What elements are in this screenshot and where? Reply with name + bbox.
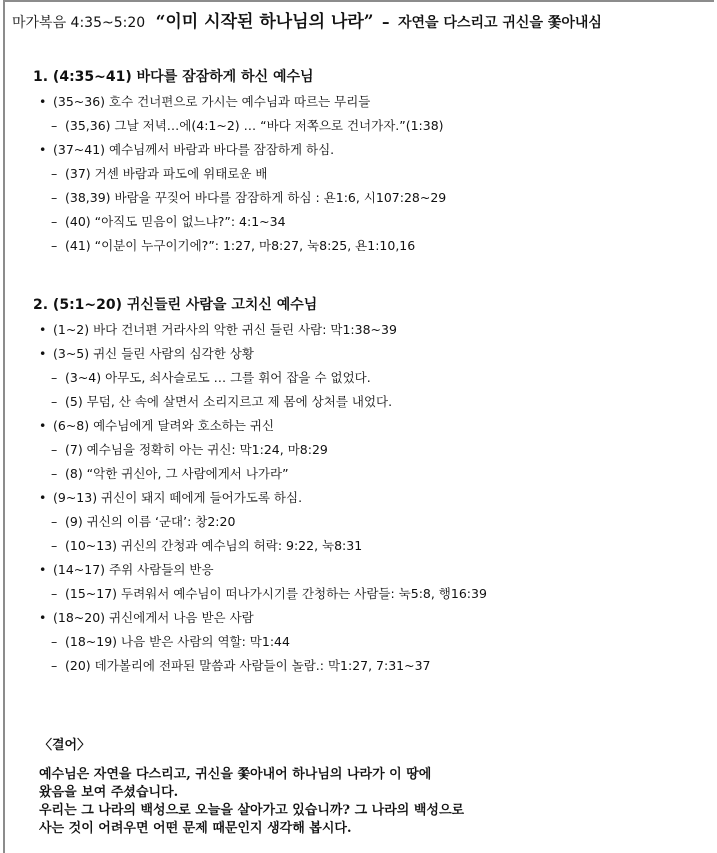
outline-text: (41) “이분이 누구이기에?”: 1:27, 마8:27, 눅8:25, 욘1:10,16 xyxy=(65,238,416,253)
outline-text: (14~17) 주위 사람들의 반응 xyxy=(53,562,214,577)
dash-marker: – xyxy=(51,166,58,181)
dash-marker: – xyxy=(51,238,58,253)
outline-point xyxy=(33,606,487,630)
outline-text: (10~13) 귀신의 간청과 예수님의 허락: 9:22, 눅8:31 xyxy=(65,538,363,553)
outline-text: (6~8) 예수님에게 달려와 호소하는 귀신 xyxy=(53,418,275,433)
bullet-marker: • xyxy=(39,94,47,109)
outline-text: (1~2) 바다 건너편 거라사의 악한 귀신 들린 사람: 막1:38~39 xyxy=(53,322,397,337)
outline-subpoint xyxy=(33,534,487,558)
closing-line: 왔음을 보여 주셨습니다. xyxy=(39,785,179,800)
outline-subpoint xyxy=(33,630,487,654)
outline-text: (18~19) 나음 받은 사람의 역할: 막1:44 xyxy=(65,634,290,649)
outline-subpoint xyxy=(33,462,487,486)
dash-marker: – xyxy=(51,190,58,205)
outline-text: (40) “아직도 믿음이 없느냐?”: 4:1~34 xyxy=(65,214,286,229)
dash-marker: – xyxy=(51,118,58,133)
outline-subpoint xyxy=(33,162,446,186)
dash-marker: – xyxy=(51,442,58,457)
section-2 xyxy=(33,294,487,678)
outline-point xyxy=(33,558,487,582)
document-page xyxy=(3,0,714,853)
section-title: 2. (5:1~20) 귀신들린 사람을 고치신 예수님 xyxy=(33,297,318,313)
outline-text: (15~17) 두려워서 예수님이 떠나가시기를 간청하는 사람들: 눅5:8, 행16:39 xyxy=(65,586,487,601)
scripture-reference: 마가복음 4:35~5:20 xyxy=(12,15,146,31)
outline-text: (8) “악한 귀신아, 그 사람에게서 나가라” xyxy=(65,466,289,481)
bullet-marker: • xyxy=(39,418,47,433)
outline-point xyxy=(33,486,487,510)
closing-remarks xyxy=(39,736,464,838)
sermon-title: “이미 시작된 하나님의 나라” xyxy=(155,12,374,32)
dash-marker: – xyxy=(51,370,58,385)
outline-point xyxy=(33,414,487,438)
outline-subpoint xyxy=(33,390,487,414)
outline-subpoint xyxy=(33,210,446,234)
outline-subpoint xyxy=(33,654,487,678)
outline-text: (5) 무덤, 산 속에 살면서 소리지르고 제 몸에 상처를 내었다. xyxy=(65,394,393,409)
closing-title: 〈결어〉 xyxy=(39,738,91,753)
outline-text: (7) 예수님을 정확히 아는 귀신: 막1:24, 마8:29 xyxy=(65,442,328,457)
dash-marker: – xyxy=(51,586,58,601)
header xyxy=(12,12,602,33)
outline-text: (3~4) 아무도, 쇠사슬로도 … 그를 휘어 잡을 수 없었다. xyxy=(65,370,371,385)
section-title: 1. (4:35~41) 바다를 잠잠하게 하신 예수님 xyxy=(33,69,314,85)
outline-subpoint xyxy=(33,438,487,462)
outline-text: (20) 데가볼리에 전파된 말씀과 사람들이 놀람.: 막1:27, 7:31~37 xyxy=(65,658,431,673)
dash-marker: – xyxy=(51,394,58,409)
dash-marker: – xyxy=(51,466,58,481)
closing-line: 우리는 그 나라의 백성으로 오늘을 살아가고 있습니까? 그 나라의 백성으로 xyxy=(39,803,465,818)
outline-subpoint xyxy=(33,510,487,534)
bullet-marker: • xyxy=(39,142,47,157)
outline-text: (37) 거센 바람과 파도에 위태로운 배 xyxy=(65,166,268,181)
dash-marker: – xyxy=(51,214,58,229)
dash-marker: – xyxy=(51,538,58,553)
dash-marker: – xyxy=(51,658,58,673)
outline-subpoint xyxy=(33,366,487,390)
outline-point xyxy=(33,318,487,342)
bullet-marker: • xyxy=(39,346,47,361)
outline-text: (38,39) 바람을 꾸짖어 바다를 잠잠하게 하심 : 욘1:6, 시107:28~29 xyxy=(65,190,447,205)
outline-text: (3~5) 귀신 들린 사람의 심각한 상황 xyxy=(53,346,254,361)
sermon-subtitle: 자연을 다스리고 귀신을 쫓아내심 xyxy=(397,15,602,31)
outline-text: (9~13) 귀신이 돼지 떼에게 들어가도록 하심. xyxy=(53,490,303,505)
dash-marker: – xyxy=(51,514,58,529)
closing-line: 예수님은 자연을 다스리고, 귀신을 쫓아내어 하나님의 나라가 이 땅에 xyxy=(39,767,432,782)
section-1 xyxy=(33,66,446,258)
outline-text: (37~41) 예수님께서 바람과 바다를 잠잠하게 하심. xyxy=(53,142,335,157)
outline-text: (35,36) 그날 저녁…에(4:1~2) … “바다 저쪽으로 건너가자.”(1:38) xyxy=(65,118,444,133)
outline-subpoint xyxy=(33,234,446,258)
title-separator: – xyxy=(382,13,390,31)
outline-text: (18~20) 귀신에게서 나음 받은 사람 xyxy=(53,610,254,625)
bullet-marker: • xyxy=(39,490,47,505)
outline-text: (35~36) 호수 건너편으로 가시는 예수님과 따르는 무리들 xyxy=(53,94,371,109)
outline-subpoint xyxy=(33,186,446,210)
bullet-marker: • xyxy=(39,610,47,625)
outline-point xyxy=(33,138,446,162)
outline-subpoint xyxy=(33,114,446,138)
outline-text: (9) 귀신의 이름 ‘군대’: 창2:20 xyxy=(65,514,236,529)
outline-subpoint xyxy=(33,582,487,606)
outline-point xyxy=(33,90,446,114)
dash-marker: – xyxy=(51,634,58,649)
bullet-marker: • xyxy=(39,562,47,577)
outline-point xyxy=(33,342,487,366)
closing-line: 사는 것이 어려우면 어떤 문제 때문인지 생각해 봅시다. xyxy=(39,821,352,836)
bullet-marker: • xyxy=(39,322,47,337)
